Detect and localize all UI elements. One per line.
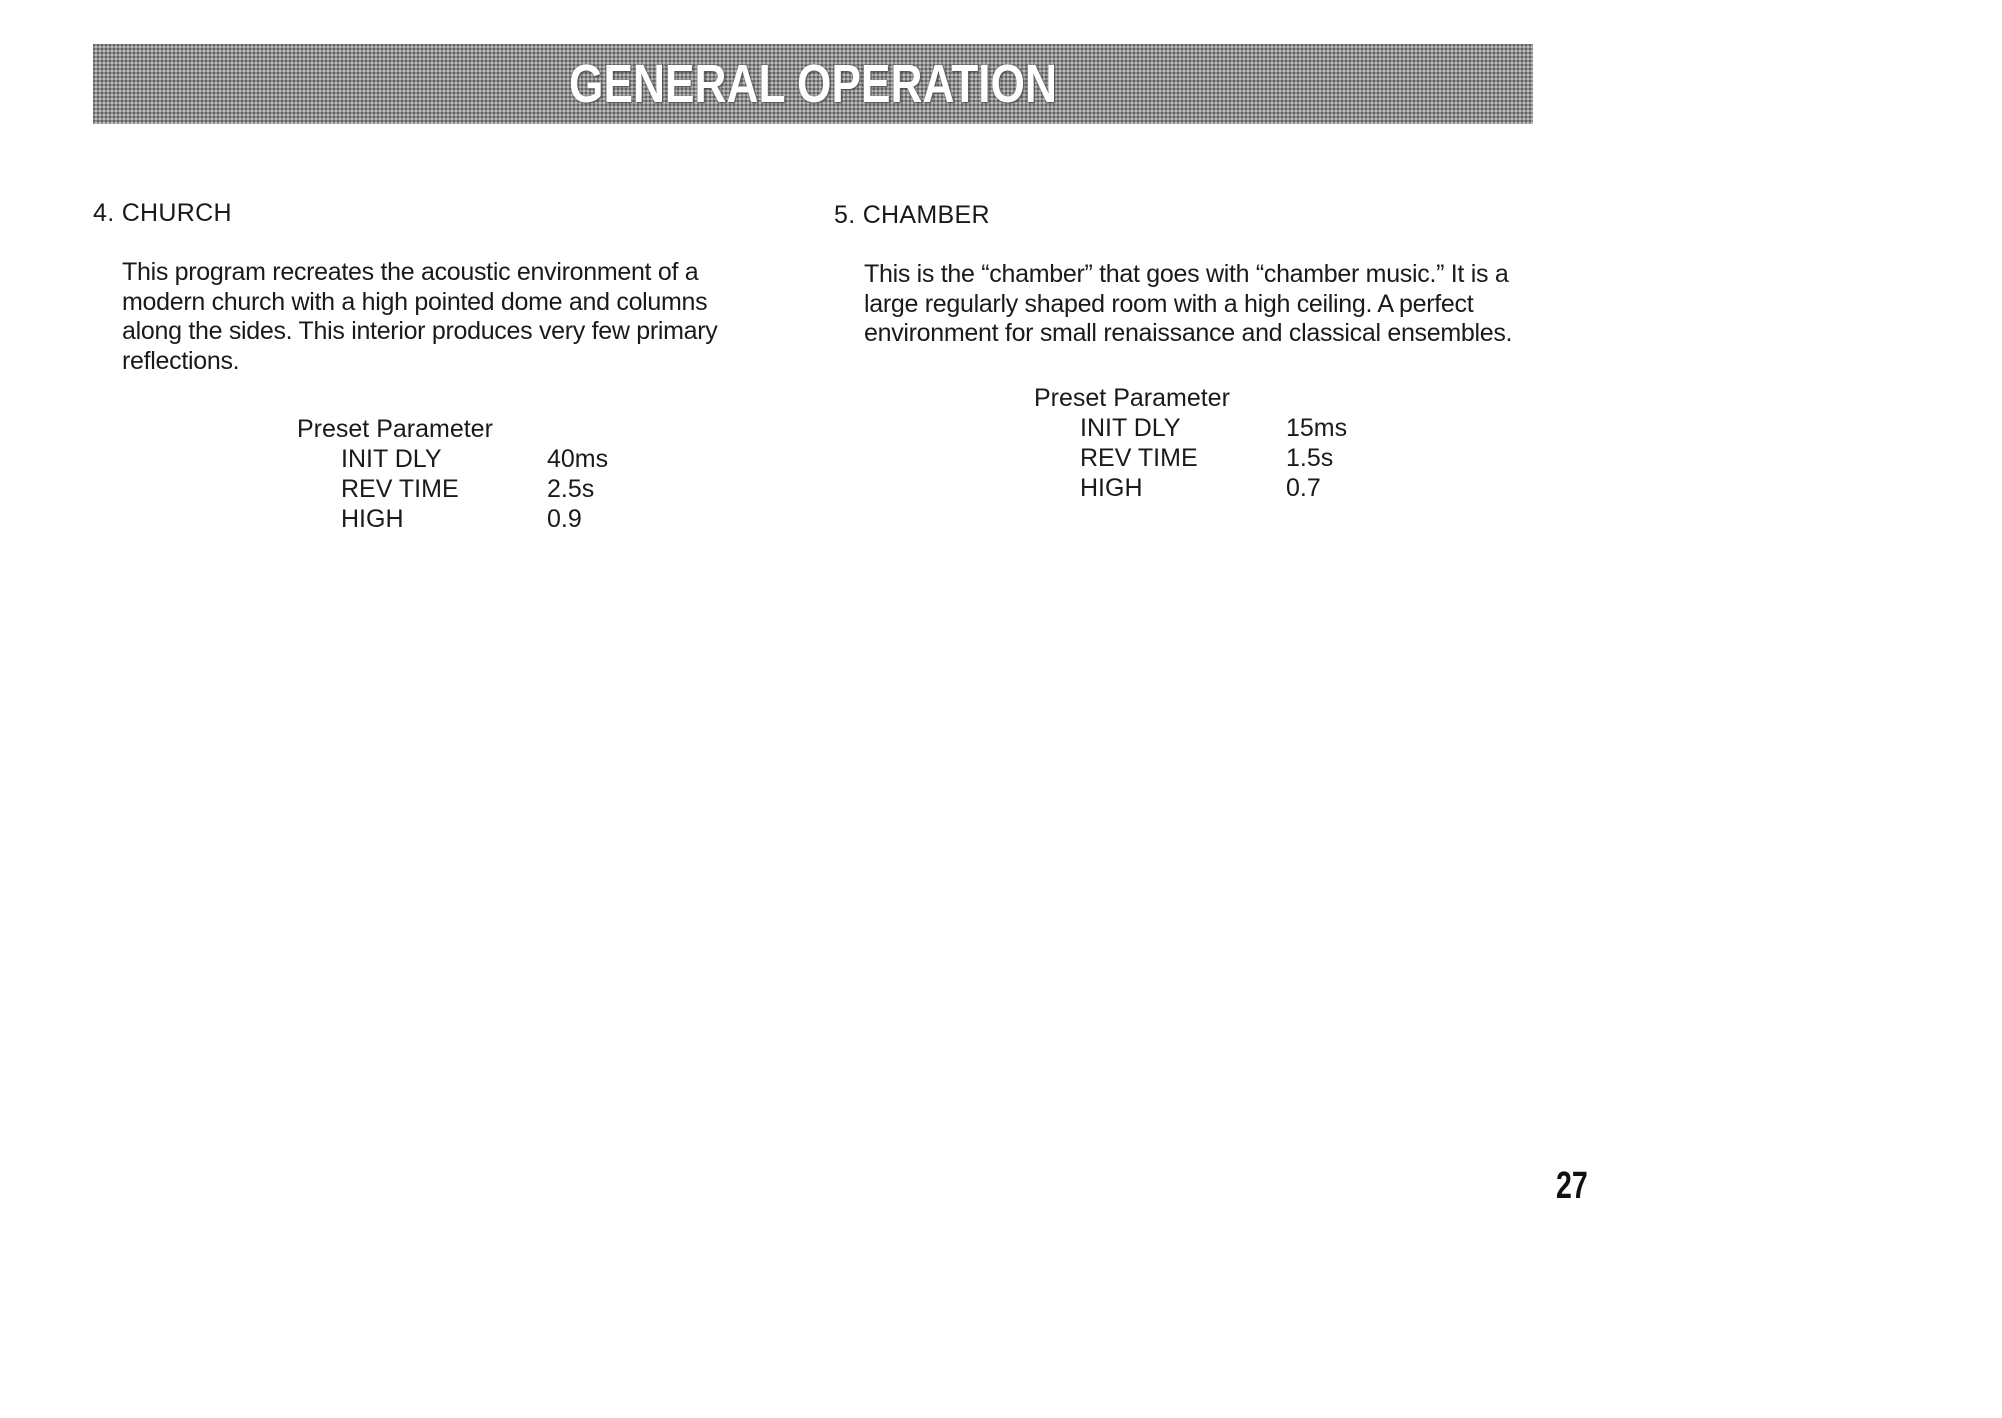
param-name: INIT DLY [341,445,442,473]
preset-parameters-chamber [1034,383,1347,503]
param-list [297,444,608,534]
body-line: reflections. [122,346,240,375]
param-name: REV TIME [1080,444,1198,472]
section-body [834,260,1554,349]
preset-title: Preset Parameter [1034,384,1230,412]
param-row [341,474,608,504]
param-name: REV TIME [341,475,459,503]
param-name: HIGH [1080,474,1143,502]
param-row [341,504,608,534]
param-value: 1.5s [1286,444,1334,472]
param-name: INIT DLY [1080,414,1181,442]
param-row [1080,473,1347,503]
section-chamber [834,200,1554,349]
body-line: This is the “chamber” that goes with “chamber music.” It is a [864,260,1509,288]
section-body [93,258,753,376]
section-heading: 4. CHURCH [93,199,232,227]
section-heading: 5. CHAMBER [834,201,990,229]
preset-title: Preset Parameter [297,415,493,443]
param-value: 40ms [547,445,609,473]
body-line: modern church with a high pointed dome and columns [122,287,708,316]
section-church [93,198,753,376]
param-value: 0.7 [1286,474,1321,502]
param-value: 0.9 [547,505,582,533]
page-title: GENERAL OPERATION [569,54,1057,114]
param-row [341,444,608,474]
page-number: 27 [1556,1165,1588,1207]
param-name: HIGH [341,505,404,533]
param-row [1080,443,1347,473]
param-value: 15ms [1286,414,1348,442]
preset-parameters-church [297,414,608,534]
body-line: environment for small renaissance and classical ensembles. [864,319,1513,347]
body-line: This program recreates the acoustic environment of a [122,258,699,286]
body-line: along the sides. This interior produces very few primary [122,317,718,345]
param-row [1080,413,1347,443]
header-banner [93,44,1533,124]
param-value: 2.5s [547,475,595,503]
param-list [1034,413,1347,503]
body-line: large regularly shaped room with a high ceiling. A perfect [864,289,1474,318]
